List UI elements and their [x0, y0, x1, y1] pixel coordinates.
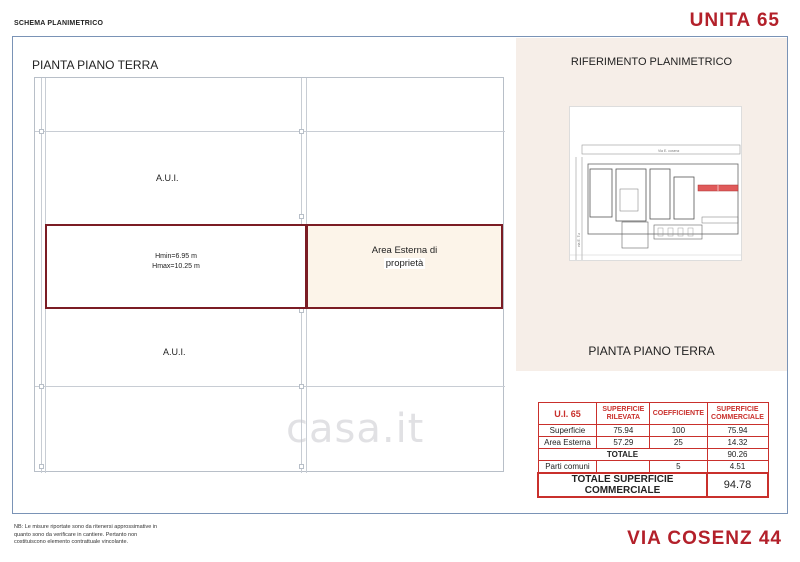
- table-row: [538, 437, 768, 449]
- surface-table: [537, 402, 769, 498]
- common-surface: [597, 461, 650, 473]
- disclaimer-note: NB: Le misure riportate sono da ritenersi approssimative in quanto sono da verificare in cantiere. Pertanto non costituiscono elemento contrattuale vincolante.: [14, 524, 158, 545]
- unit-title: UNITA 65: [689, 10, 780, 31]
- row-commercial: 14.32: [707, 437, 768, 449]
- unit-room: [45, 224, 307, 309]
- hmax-value: Hmax=10.25 m: [152, 263, 200, 270]
- header-unit: U.I. 65: [538, 403, 597, 425]
- column: [299, 214, 304, 219]
- common-coefficient: 5: [650, 461, 707, 473]
- plan-title: PIANTA PIANO TERRA: [32, 58, 159, 72]
- site-plan-drawing: [570, 107, 742, 261]
- reference-title: RIFERIMENTO PLANIMETRICO: [570, 56, 733, 68]
- plan-line-h2: [35, 386, 505, 387]
- table-row: [538, 425, 768, 437]
- table-total-row: [538, 449, 768, 461]
- header-surface: SUPERFICIE RILEVATA: [597, 403, 650, 425]
- aui-bottom-label: A.U.I.: [163, 347, 186, 357]
- table-header-row: [538, 403, 768, 425]
- table-grand-total-row: [538, 473, 768, 497]
- row-commercial: 75.94: [707, 425, 768, 437]
- column: [299, 384, 304, 389]
- reference-panel: [516, 38, 787, 371]
- row-label: Area Esterna: [538, 437, 597, 449]
- street-label-side: via E. Tu: [577, 233, 581, 247]
- hmin-value: Hmin=6.95 m: [155, 253, 197, 260]
- total-label: TOTALE: [538, 449, 707, 461]
- street-label-top: Via E. cosenz: [658, 149, 680, 153]
- reference-site-plan: [569, 106, 742, 261]
- row-coefficient: 100: [650, 425, 707, 437]
- external-area-line1: Area Esterna di: [371, 245, 438, 256]
- column: [39, 464, 44, 469]
- external-area-label: [308, 244, 501, 270]
- row-coefficient: 25: [650, 437, 707, 449]
- column: [299, 129, 304, 134]
- reference-subtitle: PIANTA PIANO TERRA: [588, 344, 715, 358]
- header-commercial: SUPERFICIE COMMERCIALE: [707, 403, 768, 425]
- total-value: 90.26: [707, 449, 768, 461]
- column: [39, 129, 44, 134]
- external-area: [307, 224, 503, 309]
- common-commercial: 4.51: [707, 461, 768, 473]
- column: [39, 384, 44, 389]
- watermark: casa.it: [286, 406, 425, 452]
- address: VIA COSENZ 44: [627, 528, 782, 549]
- grand-total-value: 94.78: [707, 473, 768, 497]
- aui-top-label: A.U.I.: [156, 173, 179, 183]
- row-label: Superficie: [538, 425, 597, 437]
- plan-line-v1: [41, 78, 42, 473]
- header-coefficient: COEFFICIENTE: [650, 403, 707, 425]
- row-surface: 75.94: [597, 425, 650, 437]
- column: [299, 464, 304, 469]
- section-label: SCHEMA PLANIMETRICO: [14, 20, 104, 27]
- row-surface: 57.29: [597, 437, 650, 449]
- common-label: Parti comuni: [538, 461, 597, 473]
- plan-line-h1: [35, 131, 505, 132]
- external-area-line2: proprietà: [385, 258, 424, 269]
- height-values: [47, 252, 305, 272]
- grand-total-label: TOTALE SUPERFICIE COMMERCIALE: [538, 473, 707, 497]
- table-row: [538, 461, 768, 473]
